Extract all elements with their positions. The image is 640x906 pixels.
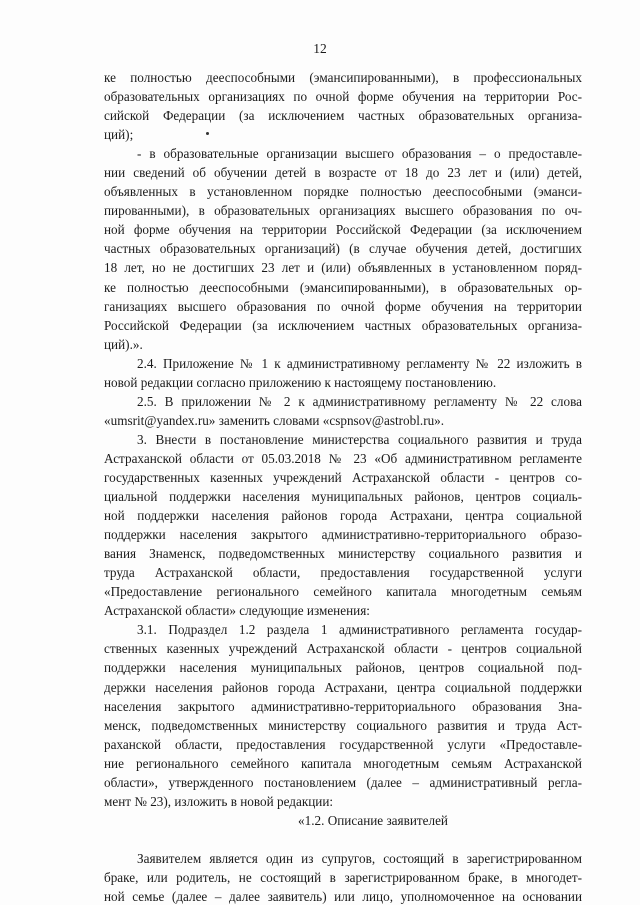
text-line: 3. Внести в постановление министерства социального развития и труда xyxy=(137,431,582,447)
text-line: 2.4. Приложение № 1 к административному регламенту № 22 изложить в xyxy=(137,355,582,371)
text-line: ной форме обучения на территории Российской Федерации (за исключением xyxy=(104,222,582,238)
text-line: циальной поддержки населения муниципальных районов, центров социаль- xyxy=(104,489,582,505)
text-line: «umsrit@yandex.ru» заменить словами «cspnsov@astrobl.ru». xyxy=(104,412,445,428)
text-line: объявленных в установленном порядке полностью дееспособными (эманси- xyxy=(104,184,582,200)
text-line: вания Знаменск, подведомственных министерству социального развития и xyxy=(104,546,582,562)
blank-line xyxy=(104,830,582,849)
text-line: раханской области, предоставления государственной услуги «Предоставле- xyxy=(104,736,582,752)
text-line: ние регионального семейного капитала многодетным семьям Астраханской xyxy=(104,755,582,771)
text-line: нии сведений об обучении детей в возрасте от 18 до 23 лет и (или) детей, xyxy=(104,165,582,181)
text-line: «Предоставление регионального семейного капитала многодетным семьям xyxy=(104,584,582,600)
text-line: поддержки населения муниципальных районов, центров социальной под- xyxy=(104,660,582,676)
text-line: Астраханской области» следующие изменения: xyxy=(104,603,370,619)
text-line: пированными), в образовательных организациях высшего образования по оч- xyxy=(104,203,582,219)
text-line: сийской Федерации (за исключением частных образовательных организа- xyxy=(104,108,582,124)
text-line: мент № 23), изложить в новой редакции: xyxy=(104,793,334,809)
text-line: ной семье (далее – далее заявитель) или лицо, уполномоченное на основании xyxy=(104,888,582,904)
text-line: ций).». xyxy=(104,336,143,352)
text-line: образовательных организациях по очной форме обучения на территории Рос- xyxy=(104,89,582,105)
text-line: менск, подведомственных министерству социального развития и труда Аст- xyxy=(104,717,582,733)
section-heading: «1.2. Описание заявителей xyxy=(298,812,448,828)
text-line: браке, или родитель, не состоящий в зарегистрированном браке, в многодет- xyxy=(104,869,582,885)
text-line: Российской Федерации (за исключением частных образовательных организа- xyxy=(104,317,582,333)
text-line: ной поддержки населения районов города Астрахани, центра социальной xyxy=(104,508,582,524)
text-line: 3.1. Подраздел 1.2 раздела 1 административного регламента государ- xyxy=(137,622,582,638)
text-line: ганизациях высшего образования по очной форме обучения на территории xyxy=(104,298,582,314)
text-line: Заявителем является один из супругов, состоящий в зарегистрированном xyxy=(137,850,582,866)
text-line: новой редакции согласно приложению к настоящему постановлению. xyxy=(104,374,497,390)
text-line: 2.5. В приложении № 2 к административному регламенту № 22 слова xyxy=(137,393,582,409)
text-line: Астраханской области от 05.03.2018 № 23 «Об административном регламенте xyxy=(104,450,582,466)
text-line: частных образовательных организаций) (в случае обучения детей, достигших xyxy=(104,241,582,257)
text-line: ций); xyxy=(104,127,134,143)
text-line: - в образовательные организации высшего образования – о предоставле- xyxy=(137,146,582,162)
text-line: труда Астраханской области, предоставления государственной услуги xyxy=(104,565,582,581)
text-line: государственных казенных учреждений Астраханской области - центров со- xyxy=(104,469,582,485)
document-body xyxy=(104,68,582,906)
text-line: ке полностью дееспособными (эмансипированными), в профессиональных xyxy=(104,70,582,85)
text-line: ственных казенных учреждений Астраханской области - центров социальной xyxy=(104,641,582,657)
page-number: 12 xyxy=(313,41,327,56)
text-line: поддержки населения закрытого административно-территориального образо- xyxy=(104,527,582,543)
text-line: 18 лет, но не достигших 23 лет и (или) объявленных в установленном поряд- xyxy=(104,260,582,276)
text-line: области», утвержденного постановлением (далее – административный регла- xyxy=(104,774,582,790)
text-line: ке полностью дееспособными (эмансипированными), в образовательных ор- xyxy=(104,279,582,295)
text-line: населения закрытого административно-территориального образования Зна- xyxy=(104,698,582,714)
text-line: держки населения районов города Астрахани, центра социальной поддержки xyxy=(104,679,582,695)
